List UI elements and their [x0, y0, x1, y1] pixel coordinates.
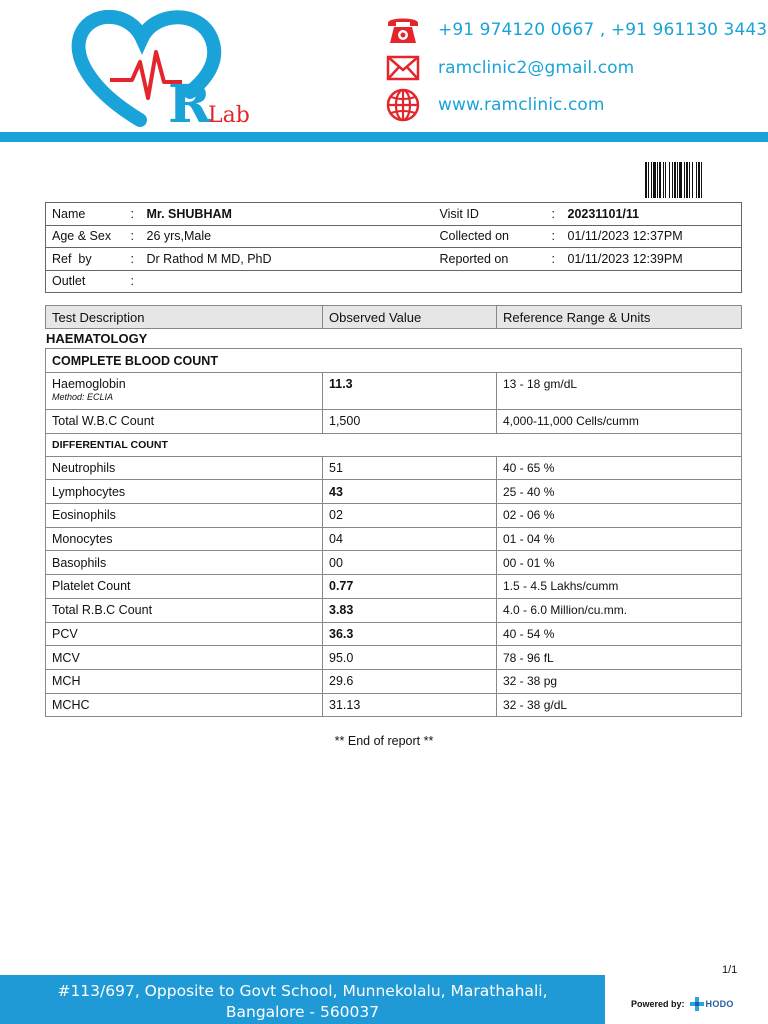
- barcode-bar: [672, 162, 673, 198]
- test-name: MCHC: [46, 693, 323, 717]
- barcode-bar: [701, 162, 702, 198]
- barcode-bar: [696, 162, 697, 198]
- barcode-bar: [657, 162, 658, 198]
- test-name: Eosinophils: [46, 504, 323, 528]
- test-range: 32 - 38 g/dL: [497, 693, 742, 717]
- table-row: [46, 480, 742, 504]
- test-range: 02 - 06 %: [497, 504, 742, 528]
- powered-by-label: Powered by:: [631, 999, 685, 1009]
- hodo-brand: HODO: [705, 999, 734, 1009]
- rlab-logo: [70, 10, 280, 130]
- test-value: 29.6: [323, 669, 497, 693]
- test-name: Basophils: [46, 551, 323, 575]
- barcode-bar: [663, 162, 664, 198]
- table-row: [46, 504, 742, 528]
- barcode-bar: [689, 162, 690, 198]
- ref-by-label: Ref by: [52, 251, 92, 266]
- reported-label: Reported on: [439, 251, 509, 266]
- collected-label: Collected on: [439, 229, 509, 244]
- table-row: [46, 373, 742, 410]
- test-name: PCV: [46, 622, 323, 646]
- test-value: 36.3: [323, 622, 497, 646]
- barcode-bar: [651, 162, 652, 198]
- results-table: [45, 348, 742, 717]
- table-row: [46, 622, 742, 646]
- website-link[interactable]: www.ramclinic.com: [438, 95, 605, 115]
- test-range: 00 - 01 %: [497, 551, 742, 575]
- email-link[interactable]: ramclinic2@gmail.com: [438, 58, 635, 78]
- mail-icon: [385, 52, 421, 84]
- contact-email: [385, 52, 634, 84]
- patient-info-table: Name : Mr. SHUBHAM Visit ID : 20231101/11 Age & Sex : 26 yrs,Male Collected on : 01/11/2023 12:37PM Ref by : Dr Rathod M MD, PhD Reported on : 01/11/2023 12:39PM Outlet :: [45, 202, 742, 293]
- test-name: Monocytes: [46, 527, 323, 551]
- test-value: 43: [323, 480, 497, 504]
- test-value: 0.77: [323, 575, 497, 599]
- test-range: 40 - 54 %: [497, 622, 742, 646]
- barcode-bar: [692, 162, 693, 198]
- group-row: [46, 349, 742, 373]
- reported-on: 01/11/2023 12:39PM: [567, 251, 683, 266]
- test-name: Neutrophils: [46, 456, 323, 480]
- test-value: 02: [323, 504, 497, 528]
- visit-id: 20231101/11: [567, 206, 640, 221]
- address-line-2: Bangalore - 560037: [225, 1003, 380, 1021]
- test-value: 11.3: [323, 373, 497, 410]
- ref-by: Dr Rathod M MD, PhD: [146, 251, 272, 266]
- visit-id-label: Visit ID: [439, 206, 479, 221]
- table-row: [46, 646, 742, 670]
- test-range: 40 - 65 %: [497, 456, 742, 480]
- end-of-report: ** End of report **: [334, 734, 434, 748]
- test-value: 51: [323, 456, 497, 480]
- section-haematology: HAEMATOLOGY: [46, 331, 148, 346]
- test-value: 04: [323, 527, 497, 551]
- contact-website: [385, 89, 605, 121]
- subgroup-title: DIFFERENTIAL COUNT: [46, 433, 742, 456]
- barcode: [645, 162, 731, 198]
- test-value: 95.0: [323, 646, 497, 670]
- test-value: 1,500: [323, 410, 497, 434]
- table-row: [46, 669, 742, 693]
- name-label: Name: [52, 206, 86, 221]
- group-title: COMPLETE BLOOD COUNT: [46, 349, 742, 373]
- address-line-1: #113/697, Opposite to Govt School, Munnekolalu, Marathahali,: [57, 982, 548, 1000]
- phone-icon: [385, 14, 421, 46]
- barcode-bar: [674, 162, 676, 198]
- test-method: Method: ECLIA: [52, 392, 114, 402]
- test-value: 31.13: [323, 693, 497, 717]
- age-sex-label: Age & Sex: [52, 229, 112, 244]
- test-name: MCH: [46, 669, 323, 693]
- table-row: [46, 598, 742, 622]
- barcode-bar: [669, 162, 670, 198]
- test-range: 32 - 38 pg: [497, 669, 742, 693]
- test-name: Lymphocytes: [46, 480, 323, 504]
- test-range: 01 - 04 %: [497, 527, 742, 551]
- test-value: 00: [323, 551, 497, 575]
- barcode-bar: [653, 162, 656, 198]
- test-range: 4.0 - 6.0 Million/cu.mm.: [497, 598, 742, 622]
- barcode-bar: [645, 162, 647, 198]
- footer-address: [0, 981, 605, 1023]
- header-reference-range: Reference Range & Units: [503, 310, 651, 325]
- collected-on: 01/11/2023 12:37PM: [567, 229, 683, 244]
- test-name: MCV: [46, 646, 323, 670]
- test-name: Total W.B.C Count: [46, 410, 323, 434]
- test-name: Haemoglobin: [52, 377, 126, 391]
- results-header: [45, 305, 742, 329]
- test-name: Total R.B.C Count: [46, 598, 323, 622]
- contact-phone: [385, 14, 767, 46]
- header-observed-value: Observed Value: [323, 306, 497, 328]
- test-range: 78 - 96 fL: [497, 646, 742, 670]
- test-range: 4,000-11,000 Cells/cumm: [497, 410, 742, 434]
- barcode-bar: [665, 162, 666, 198]
- table-row: [46, 575, 742, 599]
- table-row: [46, 551, 742, 575]
- subgroup-row: [46, 433, 742, 456]
- svg-text:R: R: [168, 74, 212, 130]
- hodo-logo-icon: [689, 996, 705, 1012]
- table-row: [46, 693, 742, 717]
- test-range: 1.5 - 4.5 Lakhs/cumm: [497, 575, 742, 599]
- outlet-value: [141, 270, 434, 293]
- table-row: [46, 456, 742, 480]
- barcode-bar: [677, 162, 678, 198]
- globe-icon: [385, 89, 421, 121]
- report-header: [0, 0, 768, 140]
- logo-lab-text: Lab: [208, 103, 250, 128]
- test-value: 3.83: [323, 598, 497, 622]
- table-row: [46, 527, 742, 551]
- barcode-bar: [684, 162, 685, 198]
- barcode-bar: [686, 162, 688, 198]
- phone-numbers[interactable]: +91 974120 0667 , +91 961130 3443: [438, 20, 768, 40]
- test-range: 25 - 40 %: [497, 480, 742, 504]
- header-divider: [0, 132, 768, 142]
- barcode-bar: [698, 162, 700, 198]
- barcode-bar: [648, 162, 649, 198]
- patient-name: Mr. SHUBHAM: [146, 206, 232, 221]
- age-sex: 26 yrs,Male: [146, 229, 212, 244]
- barcode-bar: [659, 162, 661, 198]
- test-range: 13 - 18 gm/dL: [497, 373, 742, 410]
- header-test-description: Test Description: [46, 306, 323, 328]
- outlet-label: Outlet: [52, 274, 86, 289]
- page-number: 1/1: [722, 964, 738, 976]
- table-row: [46, 410, 742, 434]
- test-name: Platelet Count: [46, 575, 323, 599]
- powered-by: [631, 996, 734, 1012]
- barcode-bar: [679, 162, 682, 198]
